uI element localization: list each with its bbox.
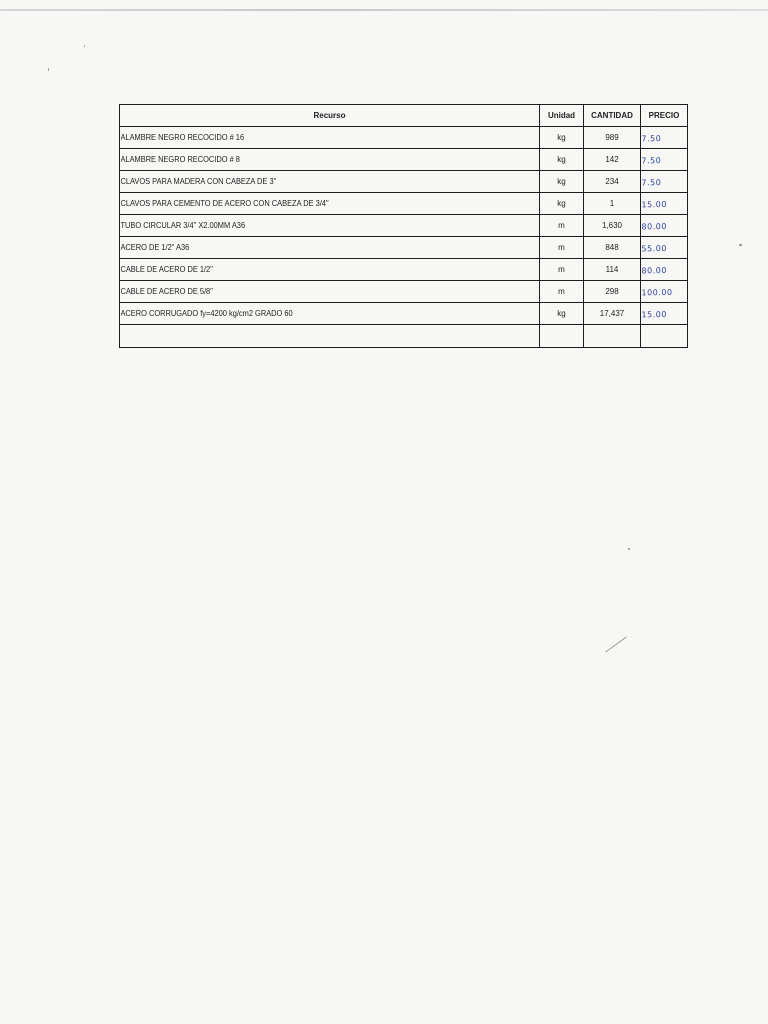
cell-cantidad: 234 bbox=[584, 171, 641, 193]
header-precio: PRECIO bbox=[641, 105, 688, 127]
table-row bbox=[120, 149, 688, 171]
scan-speck bbox=[739, 244, 742, 246]
cell-cantidad: 1 bbox=[584, 193, 641, 215]
table-row bbox=[120, 193, 688, 215]
cell-cantidad: 114 bbox=[584, 259, 641, 281]
cell-empty bbox=[641, 325, 688, 348]
cell-empty bbox=[120, 325, 540, 348]
cell-precio-handwritten: 7.50 bbox=[640, 170, 687, 193]
header-unidad: Unidad bbox=[540, 105, 584, 127]
cell-unidad: kg bbox=[540, 127, 584, 149]
cell-empty bbox=[540, 325, 584, 348]
cell-unidad: m bbox=[540, 215, 584, 237]
cell-recurso: CLAVOS PARA MADERA CON CABEZA DE 3" bbox=[120, 171, 511, 193]
cell-precio-handwritten: 7.50 bbox=[640, 126, 687, 149]
cell-cantidad: 142 bbox=[584, 149, 641, 171]
cell-recurso: CABLE DE ACERO DE 5/8" bbox=[120, 281, 511, 303]
scan-stroke bbox=[605, 636, 627, 652]
resources-table bbox=[119, 104, 688, 348]
scan-speck bbox=[84, 45, 85, 47]
table-row bbox=[120, 237, 688, 259]
cell-recurso: TUBO CIRCULAR 3/4" X2.00MM A36 bbox=[120, 215, 511, 237]
table-row-empty bbox=[120, 325, 688, 348]
table-row bbox=[120, 171, 688, 193]
cell-recurso: ALAMBRE NEGRO RECOCIDO # 8 bbox=[120, 149, 511, 171]
cell-cantidad: 1,630 bbox=[584, 215, 641, 237]
cell-unidad: kg bbox=[540, 149, 584, 171]
cell-unidad: kg bbox=[540, 193, 584, 215]
cell-recurso: CABLE DE ACERO DE 1/2" bbox=[120, 259, 511, 281]
cell-precio-handwritten: 15.00 bbox=[640, 192, 687, 215]
table-header-row bbox=[120, 105, 688, 127]
table-row bbox=[120, 215, 688, 237]
cell-unidad: kg bbox=[540, 171, 584, 193]
scan-speck bbox=[628, 548, 630, 550]
cell-unidad: m bbox=[540, 259, 584, 281]
cell-precio-handwritten: 80.00 bbox=[640, 258, 687, 281]
cell-cantidad: 17,437 bbox=[584, 303, 641, 325]
cell-recurso: ALAMBRE NEGRO RECOCIDO # 16 bbox=[120, 127, 511, 149]
cell-precio-handwritten: 7.50 bbox=[640, 148, 687, 171]
scan-speck bbox=[48, 68, 49, 71]
cell-cantidad: 848 bbox=[584, 237, 641, 259]
table-row bbox=[120, 303, 688, 325]
cell-precio-handwritten: 55.00 bbox=[640, 236, 687, 259]
cell-empty bbox=[584, 325, 641, 348]
cell-cantidad: 989 bbox=[584, 127, 641, 149]
cell-recurso: ACERO DE 1/2" A36 bbox=[120, 237, 511, 259]
cell-precio-handwritten: 80.00 bbox=[640, 214, 687, 237]
cell-cantidad: 298 bbox=[584, 281, 641, 303]
cell-precio-handwritten: 100.00 bbox=[640, 280, 687, 303]
cell-recurso: ACERO CORRUGADO fy=4200 kg/cm2 GRADO 60 bbox=[120, 303, 511, 325]
cell-unidad: m bbox=[540, 237, 584, 259]
cell-unidad: m bbox=[540, 281, 584, 303]
header-cantidad: CANTIDAD bbox=[584, 105, 641, 127]
cell-recurso: CLAVOS PARA CEMENTO DE ACERO CON CABEZA DE 3/4" bbox=[120, 193, 511, 215]
table-row bbox=[120, 281, 688, 303]
cell-precio-handwritten: 15.00 bbox=[640, 302, 687, 325]
header-recurso: Recurso bbox=[120, 105, 540, 127]
cell-unidad: kg bbox=[540, 303, 584, 325]
table-row bbox=[120, 127, 688, 149]
scan-top-edge bbox=[0, 9, 768, 11]
table-row bbox=[120, 259, 688, 281]
